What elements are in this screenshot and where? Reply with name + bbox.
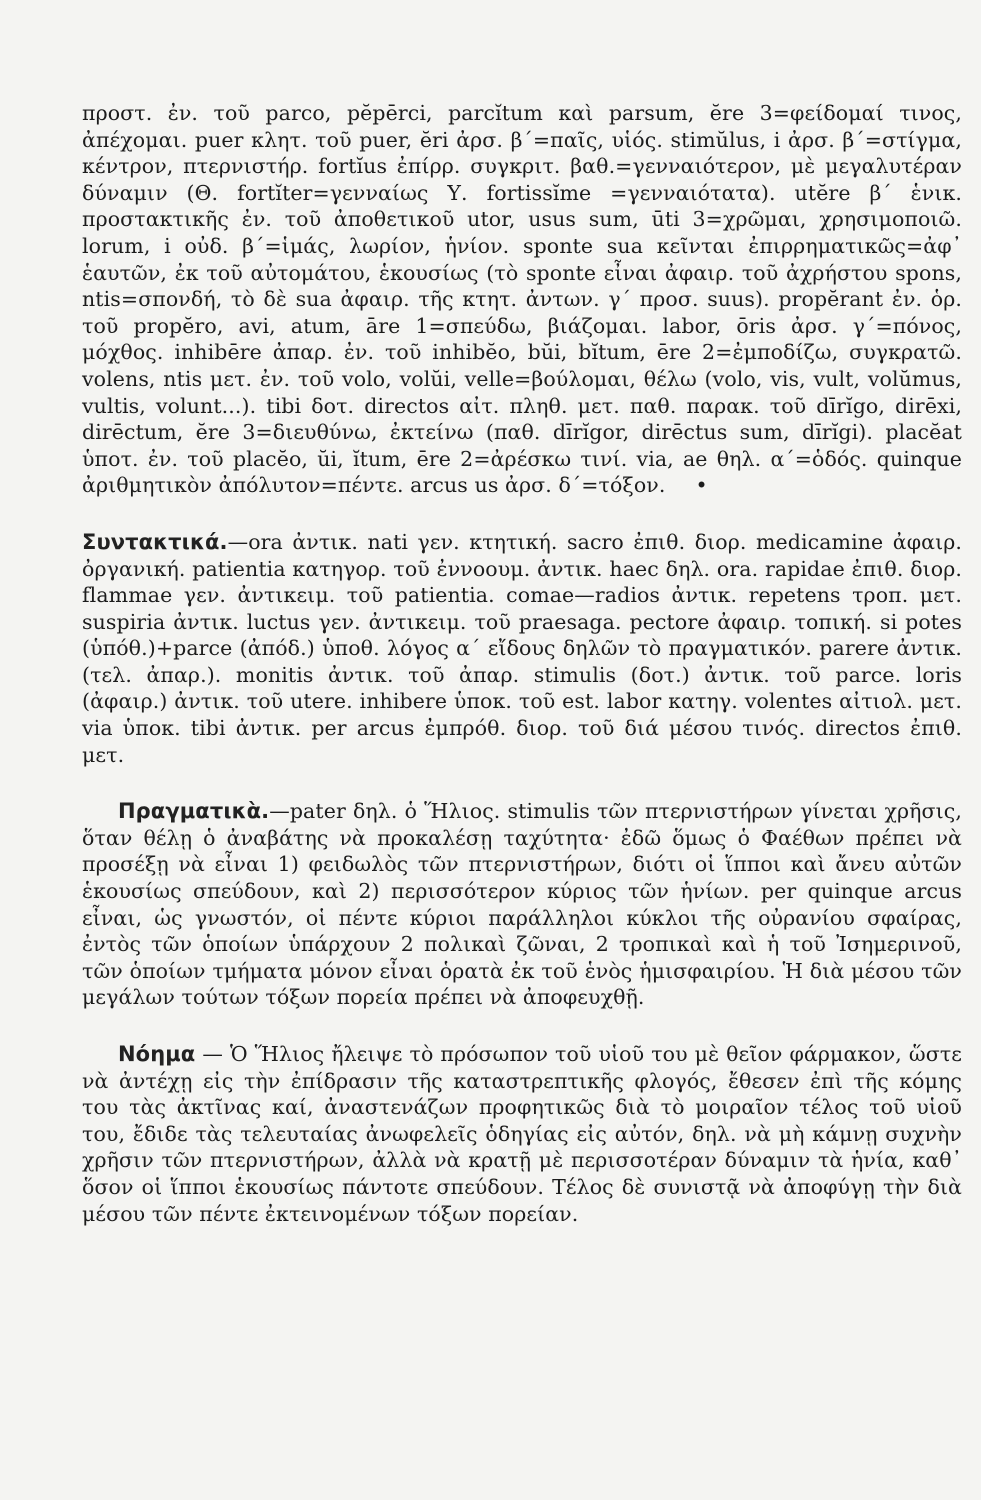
syntax-heading: Συντακτικά. — [82, 529, 228, 554]
meaning-heading: Νόημα — [118, 1042, 196, 1066]
facts-heading: Πραγματικὰ. — [118, 799, 270, 824]
facts-paragraph — [82, 798, 962, 1011]
meaning-paragraph — [82, 1041, 962, 1227]
meaning-text: — Ὁ Ἥλιος ἤλειψε τὸ πρόσωπον τοῦ υἱοῦ του μὲ θεῖον φάρμακον, ὥστε νὰ ἀντέχῃ εἰς τὴν ἐπίδρασιν τῆς καταστρεπτικῆς φλογός, ἔθεσεν ἐπὶ τῆς κόμης του τὰς ἀκτῖνας καί, ἀναστενάζων προφητικῶς διὰ τὸ μοιραῖον τέλος τοῦ υἱοῦ του, ἔδιδε τὰς τελευταίας ἀνωφελεῖς ὁδηγίας εἰς αὐτόν, δηλ. νὰ μὴ κάμνῃ συχνὴν χρῆσιν τῶν πτερνιστήρων, ἀλλὰ νὰ κρατῇ μὲ περισσοτέραν δύναμιν τὰ ἡνία, καθ᾽ ὅσον οἱ ἵπποι ἑκουσίως πάντοτε σπεύδουν. Τέλος δὲ συνιστᾷ νὰ ἀποφύγῃ τὴν διὰ μέσου τῶν πέντε ἐκτεινομένων τόξων πορείαν. — [82, 1042, 962, 1226]
vocabulary-text: προστ. ἐν. τοῦ parco, pĕpērci, parcĭtum καὶ parsum, ĕre 3=φείδομαί τινος, ἀπέχομαι. puer κλητ. τοῦ puer, ĕri ἀρσ. β΄=παῖς, υἱός. stimŭlus, i ἀρσ. β΄=στίγμα, κέντρον, πτερνιστήρ. fortĭus ἐπίρρ. συγκριτ. βαθ.=γενναιότερον, μὲ μεγαλυτέραν δύναμιν (Θ. fortĭter=γενναίως Υ. fortissĭme =γενναιότατα). utĕre β΄ ἑνικ. προστακτικῆς ἐν. τοῦ ἀποθετικοῦ utor, usus sum, ūti 3=χρῶμαι, χρησιμοποιῶ. lorum, i οὐδ. β΄=ἱμάς, λωρίον, ἡνίον. sponte sua κεῖνται ἐπιρρηματικῶς=ἀφ᾽ ἑαυτῶν, ἐκ τοῦ αὐτομάτου, ἑκουσίως (τὸ sponte εἶναι ἀφαιρ. τοῦ ἀχρήστου spons, ntis=σπονδή, τὸ δὲ sua ἀφαιρ. τῆς κτητ. ἀντων. γ΄ προσ. suus). propĕrant ἐν. ὁρ. τοῦ propĕro, avi, atum, āre 1=σπεύδω, βιάζομαι. labor, ōris ἀρσ. γ΄=πόνος, μόχθος. inhibēre ἀπαρ. ἐν. τοῦ inhibĕo, bŭi, bĭtum, ēre 2=ἐμποδίζω, συγκρατῶ. volens, ntis μετ. ἐν. τοῦ volo, volŭi, velle=βούλομαι, θέλω (volo, vis, vult, volŭmus, vultis, volunt...). tibi δοτ. directos αἰτ. πληθ. μετ. παθ. παρακ. τοῦ dīrĭgo, dirēxi, dirēctum, ĕre 3=διευθύνω, ἐκτείνω (παθ. dīrĭgor, dirēctus sum, dīrĭgi). placĕat ὑποτ. ἐν. τοῦ placĕo, ŭi, ĭtum, ēre 2=ἀρέσκω τινί. via, ae θηλ. α΄=ὁδός. quinque ἀριθμητικὸν ἀπόλυτον=πέντε. arcus us ἀρσ. δ΄=τόξον. — [82, 101, 962, 498]
facts-text: —pater δηλ. ὁ Ἥλιος. stimulis τῶν πτερνιστήρων γίνεται χρῆσις, ὅταν θέλῃ ὁ ἀναβάτης νὰ προκαλέσῃ ταχύτητα· ἐδῶ ὅμως ὁ Φαέθων πρέπει νὰ προσέξῃ νὰ εἶναι 1) φειδωλὸς τῶν πτερνιστήρων, διότι οἱ ἵπποι καὶ ἄνευ αὐτῶν ἑκουσίως σπεύδουν, καὶ 2) περισσότερον κύριος τῶν ἡνίων. per quinque arcus εἶναι, ὡς γνωστόν, οἱ πέντε κύριοι παράλληλοι κύκλοι τῆς οὐρανίου σφαίρας, ἐντὸς τῶν ὁποίων ὑπάρχουν 2 πολικαὶ ζῶναι, 2 τροπικαὶ καὶ ἡ τοῦ Ἰσημερινοῦ, τῶν ὁποίων τμήματα μόνον εἶναι ὁρατὰ ἐκ τοῦ ἑνὸς ἡμισφαιρίου. Ἡ διὰ μέσου τῶν μεγάλων τούτων τόξων πορεία πρέπει νὰ ἀποφευχθῇ. — [82, 799, 962, 1010]
vocabulary-paragraph — [82, 100, 962, 499]
syntax-text: —ora ἀντικ. nati γεν. κτητική. sacro ἐπιθ. διορ. medicamine ἀφαιρ. ὀργανική. patientia κατηγορ. τοῦ ἐννοουμ. ἀντικ. haec δηλ. ora. rapidae ἐπιθ. διορ. flammae γεν. ἀντικειμ. τοῦ patientia. comae—radios ἀντικ. repetens τροπ. μετ. suspiria ἀντικ. luctus γεν. ἀντικειμ. τοῦ praesaga. pectore ἀφαιρ. τοπική. si potes (ὑπόθ.)+parce (ἀπόδ.) ὑποθ. λόγος α΄ εἴδους δηλῶν τὸ πραγματικόν. parere ἀντικ. (τελ. ἀπαρ.). monitis ἀντικ. τοῦ ἀπαρ. stimulis (δοτ.) ἀντικ. τοῦ parce. loris (ἀφαιρ.) ἀντικ. τοῦ utere. inhibere ὑποκ. τοῦ est. labor κατηγ. volentes αἰτιολ. μετ. via ὑποκ. tibi ἀντικ. per arcus ἐμπρόθ. διορ. τοῦ διά μέσου τινός. directos ἐπιθ. μετ. — [82, 529, 962, 767]
trailing-mark: • — [695, 473, 708, 498]
syntax-paragraph — [82, 529, 962, 768]
page-text — [82, 100, 962, 1227]
